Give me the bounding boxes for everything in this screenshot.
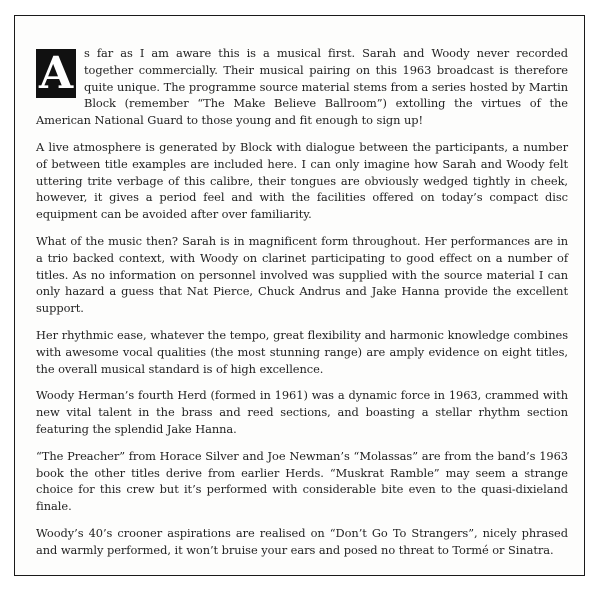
paragraph-4: Her rhythmic ease, whatever the tempo, great flexibility and harmonic knowledge combines with awesome vocal qualities (the most stunning range) are amply evidence on eight titles, the overall musical standard is of high excellence.: [36, 327, 568, 376]
paragraph-7: Woody’s 40’s crooner aspirations are realised on “Don’t Go To Strangers”, nicely phrased and warmly performed, it won’t bruise your ears and posed no threat to Tormé or Sinatra.: [36, 525, 568, 557]
article-body: [36, 45, 568, 569]
paragraph-5: Woody Herman’s fourth Herd (formed in 1961) was a dynamic force in 1963, crammed with new vital talent in the brass and reed sections, and boasting a stellar rhythm section featuring the splendid Jake Hanna.: [36, 388, 568, 436]
liner-notes-page: [14, 15, 585, 576]
paragraph-2: A live atmosphere is generated by Block with dialogue between the participants, a number of between title examples are included here. I can only imagine how Sarah and Woody felt uttering trite verbage of this calibre, their tongues are obviously wedged tightly in cheek, however, it gives a period feel and with the facilities offered on today’s compact disc equipment can be avoided after over familiarity.: [36, 139, 568, 222]
paragraph-1: [36, 45, 568, 129]
paragraph-1-text: s far as I am aware this is a musical first. Sarah and Woody never recorded together commercially. Their musical pairing on this 1963 broadcast is therefore quite unique. The programme source material stems from a series hosted by Martin Block (remember “The Make Believe Ballroom”) extolling the virtues of the American National Guard to those young and fit enough to sign up!: [36, 46, 568, 128]
paragraph-6: “The Preacher” from Horace Silver and Joe Newman’s “Molassas” are from the band’s 1963 book the other titles derive from earlier Herds. “Muskrat Ramble” may seem a strange choice for this crew but it’s performed with considerable bite even to the quasi-dixieland finale.: [36, 448, 568, 514]
drop-cap: A: [36, 49, 76, 98]
paragraph-3: What of the music then? Sarah is in magnificent form throughout. Her performances are in a trio backed context, with Woody on clarinet participating to good effect on a number of titles. As no information on personnel involved was supplied with the source material I can only hazard a guess that Nat Pierce, Chuck Andrus and Jake Hanna provide the excellent support.: [36, 233, 568, 316]
